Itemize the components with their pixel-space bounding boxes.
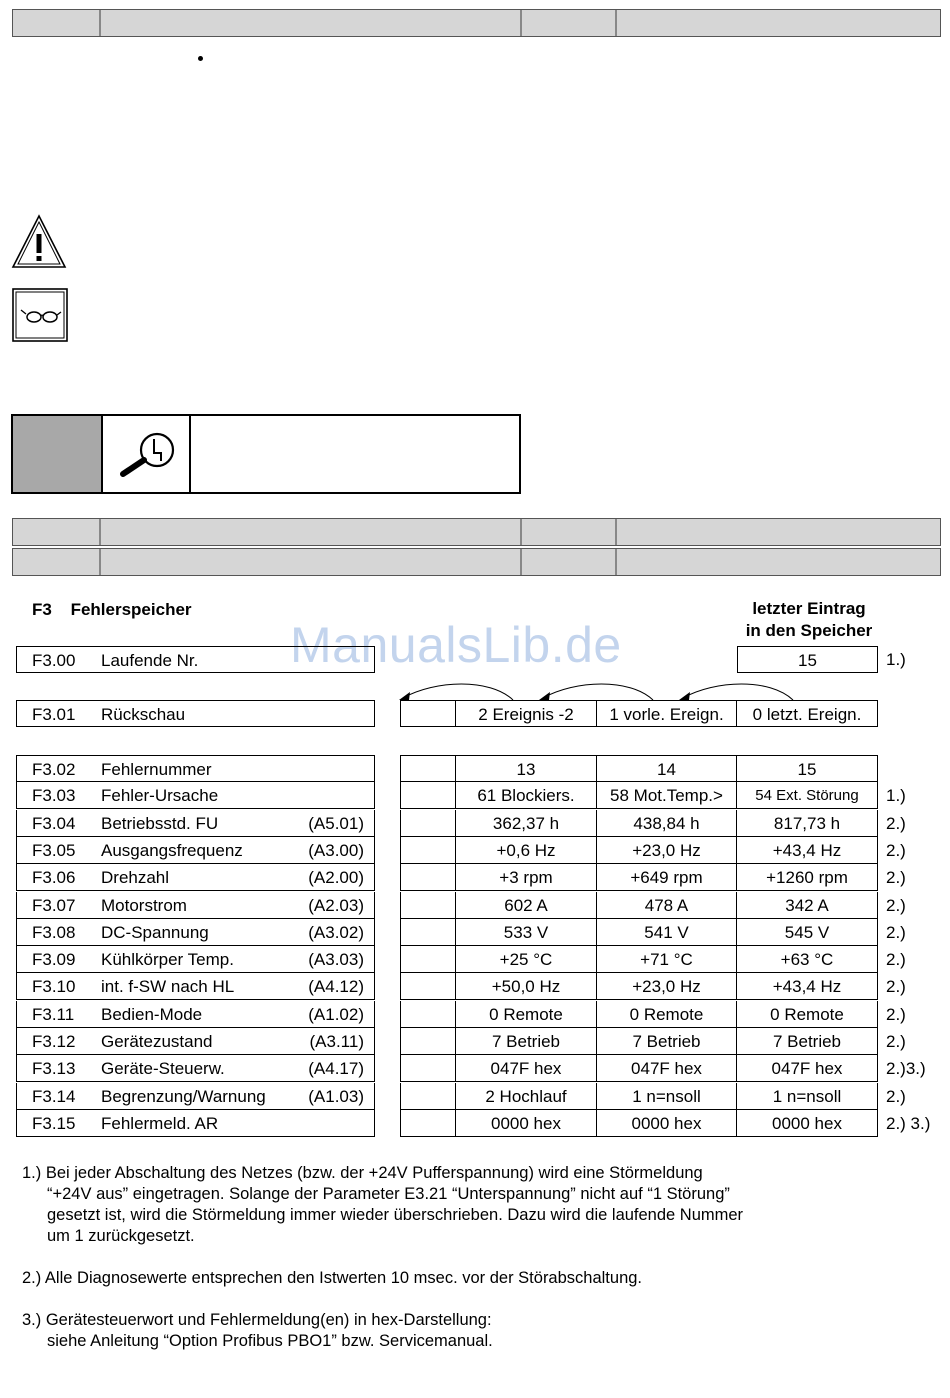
param-name: Fehlernummer <box>101 760 212 779</box>
value-f300: 15 <box>737 646 878 673</box>
value-cell: +43,4 Hz <box>737 837 878 864</box>
value-cell: +23,0 Hz <box>597 837 737 864</box>
section-code: F3 <box>32 600 52 619</box>
value-cell: 58 Mot.Temp.> <box>597 782 737 809</box>
value-cell-blank <box>400 919 456 946</box>
param-name: Fehler-Ursache <box>101 786 219 806</box>
value-cell: 047F hex <box>737 1055 878 1082</box>
param-ref: (A3.02) <box>308 922 364 942</box>
footnote-3 <box>22 1310 493 1352</box>
footnote-line: 2.) Alle Diagnosewerte entsprechen den Istwerten 10 msec. vor der Störabschaltung. <box>22 1269 643 1287</box>
value-cell-blank <box>400 973 456 1000</box>
param-code: F3.05 <box>32 840 76 860</box>
row-note: 2.) <box>886 1032 906 1051</box>
value-cell: +649 rpm <box>597 864 737 891</box>
param-code: F3.13 <box>32 1059 76 1079</box>
param-name: Fehlermeld. AR <box>101 1113 219 1133</box>
param-name: int. f-SW nach HL <box>101 977 235 997</box>
param-code: F3.08 <box>32 922 76 942</box>
value-cell: 13 <box>456 755 597 782</box>
param-ref: (A3.11) <box>309 1032 364 1051</box>
param-f304 <box>16 810 375 837</box>
row-note: 2.) <box>886 950 906 970</box>
row-note: 2.) <box>886 977 906 997</box>
param-name: Ausgangsfrequenz <box>101 840 243 860</box>
value-cell-blank <box>400 892 456 919</box>
header-bar-2 <box>12 548 941 576</box>
param-ref: (A2.03) <box>308 895 364 915</box>
param-f307 <box>16 892 375 919</box>
value-cell: 1 n=nsoll <box>737 1083 878 1110</box>
note-f300: 1.) <box>886 650 906 669</box>
value-cell: 61 Blockiers. <box>456 782 597 809</box>
param-name: Kühlkörper Temp. <box>101 950 234 970</box>
param-code: F3.04 <box>32 813 76 833</box>
param-f306 <box>16 864 375 891</box>
param-code: F3.10 <box>32 977 76 997</box>
value-cell: 0 Remote <box>456 1001 597 1028</box>
value-cell: 2 Hochlauf <box>456 1083 597 1110</box>
param-code: F3.12 <box>32 1032 76 1051</box>
param-code: F3.15 <box>32 1113 76 1133</box>
param-name: Motorstrom <box>101 895 187 915</box>
footnote-1 <box>22 1163 743 1247</box>
param-ref: (A2.00) <box>308 868 364 888</box>
row-note: 2.) <box>886 868 906 888</box>
param-ref: (A4.12) <box>308 977 364 997</box>
footnote-line: 1.) Bei jeder Abschaltung des Netzes (bzw. der +24V Pufferspannung) wird eine Störmeldung <box>22 1164 703 1182</box>
value-cell: +50,0 Hz <box>456 973 597 1000</box>
row-note: 2.) <box>886 922 906 942</box>
row-note: 2.) 3.) <box>886 1113 931 1133</box>
value-cell-blank <box>400 1028 456 1055</box>
value-cell: +0,6 Hz <box>456 837 597 864</box>
param-code: F3.06 <box>32 868 76 888</box>
param-code: F3.03 <box>32 786 76 806</box>
value-cell-blank <box>400 837 456 864</box>
value-cell: 047F hex <box>597 1055 737 1082</box>
param-f308 <box>16 919 375 946</box>
param-code: F3.07 <box>32 895 76 915</box>
param-name: Laufende Nr. <box>101 651 199 670</box>
last-entry-line-1: letzter Eintrag <box>752 599 866 618</box>
param-f303 <box>16 782 375 809</box>
param-name: Betriebsstd. FU <box>101 813 219 833</box>
value-cell: +1260 rpm <box>737 864 878 891</box>
value-cell: 817,73 h <box>737 810 878 837</box>
value-cell: +23,0 Hz <box>597 973 737 1000</box>
row-note: 1.) <box>886 786 906 806</box>
param-f305 <box>16 837 375 864</box>
value-cell: 602 A <box>456 892 597 919</box>
value-cell: 545 V <box>737 919 878 946</box>
footnote-2 <box>22 1268 642 1289</box>
section-header-box <box>11 414 521 494</box>
header-bar-top <box>12 9 941 37</box>
value-f301-3: 0 letzt. Ereign. <box>737 700 878 727</box>
value-cell: 047F hex <box>456 1055 597 1082</box>
footnote-line: um 1 zurückgesetzt. <box>47 1227 195 1245</box>
value-cell: +63 °C <box>737 946 878 973</box>
value-cell-blank <box>400 755 456 782</box>
value-cell: 0000 hex <box>456 1110 597 1137</box>
value-cell: 14 <box>597 755 737 782</box>
param-f309 <box>16 946 375 973</box>
footnote-line: “+24V aus” eingetragen. Solange der Parameter E3.21 “Unterspannung” nicht auf “1 Störung” <box>47 1185 730 1203</box>
param-code: F3.02 <box>32 760 76 779</box>
diagnosis-cell <box>101 416 191 492</box>
param-ref: (A3.03) <box>308 950 364 970</box>
value-cell: 0000 hex <box>597 1110 737 1137</box>
warning-icon <box>10 213 68 271</box>
param-f311 <box>16 1001 375 1028</box>
value-cell-blank <box>400 1110 456 1137</box>
section-name: Fehlerspeicher <box>70 600 192 619</box>
value-cell: +71 °C <box>597 946 737 973</box>
param-name: Begrenzung/Warnung <box>101 1086 266 1106</box>
value-cell: 533 V <box>456 919 597 946</box>
param-f312 <box>16 1028 375 1055</box>
param-f315 <box>16 1110 375 1137</box>
value-cell: 541 V <box>597 919 737 946</box>
value-cell: 54 Ext. Störung <box>737 782 878 809</box>
value-cell: +3 rpm <box>456 864 597 891</box>
row-note: 2.) <box>886 1086 906 1106</box>
row-note: 2.) <box>886 895 906 915</box>
value-cell-blank <box>400 1055 456 1082</box>
value-cell: 0 Remote <box>737 1001 878 1028</box>
footnote-line: gesetzt ist, wird die Störmeldung immer wieder überschrieben. Dazu wird die laufende Nummer <box>47 1206 744 1224</box>
value-cell: 478 A <box>597 892 737 919</box>
header-bar-1 <box>12 518 941 546</box>
row-note: 2.)3.) <box>886 1059 926 1079</box>
section-grey-cell <box>13 416 103 492</box>
value-cell: 0000 hex <box>737 1110 878 1137</box>
param-f314 <box>16 1083 375 1110</box>
param-ref: (A1.02) <box>308 1004 364 1024</box>
param-ref: (A3.00) <box>308 840 364 860</box>
value-f301-2: 1 vorle. Ereign. <box>597 700 737 727</box>
value-cell: 7 Betrieb <box>737 1028 878 1055</box>
value-cell: +25 °C <box>456 946 597 973</box>
param-name: DC-Spannung <box>101 922 209 942</box>
row-note: 2.) <box>886 813 906 833</box>
value-f301-blank <box>400 700 456 727</box>
value-cell: 15 <box>737 755 878 782</box>
param-name: Rückschau <box>101 705 186 724</box>
last-entry-line-2: in den Speicher <box>745 621 873 640</box>
param-f301 <box>16 700 375 727</box>
footnote-line: 3.) Gerätesteuerwort und Fehlermeldung(en) in hex-Darstellung: <box>22 1311 492 1329</box>
param-code: F3.14 <box>32 1086 76 1106</box>
value-cell: 438,84 h <box>597 810 737 837</box>
param-name: Gerätezustand <box>101 1032 213 1051</box>
param-ref: (A5.01) <box>308 813 364 833</box>
param-ref: (A1.03) <box>308 1086 364 1106</box>
last-entry-label <box>720 598 898 642</box>
param-ref: (A4.17) <box>308 1059 364 1079</box>
param-code: F3.11 <box>32 1004 75 1024</box>
row-note: 2.) <box>886 840 906 860</box>
value-cell: 7 Betrieb <box>456 1028 597 1055</box>
param-name: Geräte-Steuerw. <box>101 1059 225 1079</box>
param-f300 <box>16 646 375 673</box>
value-cell: +43,4 Hz <box>737 973 878 1000</box>
param-name: Drehzahl <box>101 868 170 888</box>
value-cell-blank <box>400 864 456 891</box>
section-title <box>32 600 192 620</box>
param-code: F3.00 <box>32 651 76 670</box>
value-cell: 342 A <box>737 892 878 919</box>
bullet-dot <box>198 56 203 61</box>
value-cell-blank <box>400 810 456 837</box>
param-f310 <box>16 973 375 1000</box>
value-cell: 0 Remote <box>597 1001 737 1028</box>
param-code: F3.01 <box>32 705 76 724</box>
param-f302 <box>16 755 375 782</box>
magnifier-lightning-icon <box>101 416 189 492</box>
value-cell-blank <box>400 782 456 809</box>
value-cell: 362,37 h <box>456 810 597 837</box>
watermark: ManualsLib.de <box>290 617 622 673</box>
footnote-line: siehe Anleitung “Option Profibus PBO1” bzw. Servicemanual. <box>47 1332 493 1350</box>
value-cell-blank <box>400 1001 456 1028</box>
value-cell-blank <box>400 1083 456 1110</box>
param-code: F3.09 <box>32 950 76 970</box>
row-note: 2.) <box>886 1004 906 1024</box>
param-name: Bedien-Mode <box>101 1004 203 1024</box>
param-f313 <box>16 1055 375 1082</box>
glasses-note-icon <box>12 288 68 342</box>
value-cell-blank <box>400 946 456 973</box>
value-cell: 7 Betrieb <box>597 1028 737 1055</box>
value-cell: 1 n=nsoll <box>597 1083 737 1110</box>
value-f301-1: 2 Ereignis -2 <box>456 700 597 727</box>
